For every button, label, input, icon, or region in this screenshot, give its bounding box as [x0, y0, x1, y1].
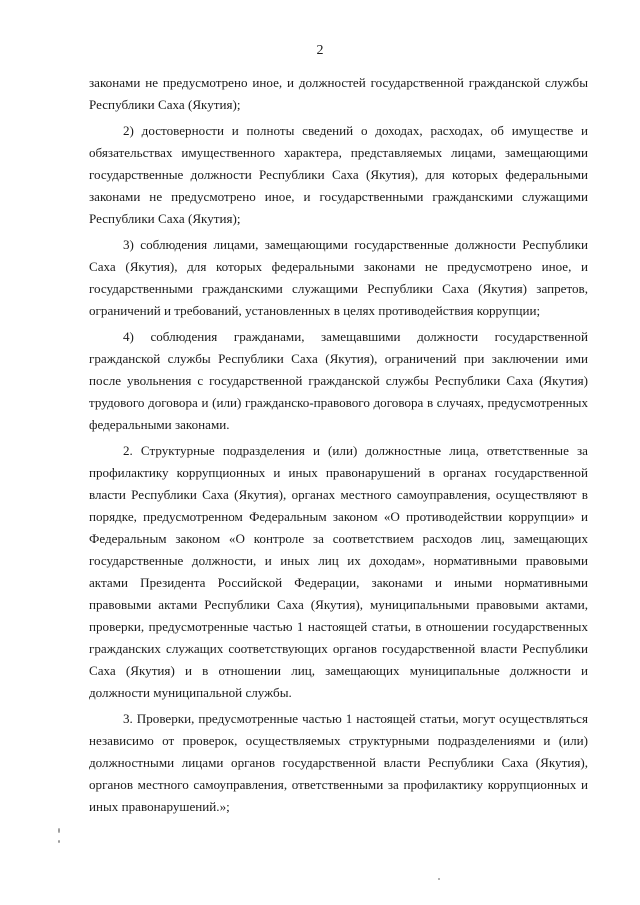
- scan-speck: [58, 828, 60, 833]
- page-number: 2: [316, 43, 324, 58]
- paragraph-part-2: 2. Структурные подразделения и (или) должностные лица, ответственные за профилактику коррупционных и иных правонарушений в органах государственной власти Республики Саха (Якутия), органах местного самоуправления, осуществляют в порядке, предусмотренном Федеральным законом «О противодействии коррупции» и Федеральным законом «О контроле за соответствием расходов лиц, замещающих государственные должности, и иных лиц их доходам», нормативными правовыми актами Президента Российской Федерации, законами и иными нормативными правовыми актами Республики Саха (Якутия), муниципальными правовыми актами, проверки, предусмотренные частью 1 настоящей статьи, в отношении государственных гражданских служащих соответствующих органов государственной власти Республики Саха (Якутия) и в отношении лиц, замещающих муниципальные должности и должности муниципальной службы.: [89, 443, 588, 700]
- scan-speck: [58, 840, 60, 843]
- paragraph-item-3: 3) соблюдения лицами, замещающими государственные должности Республики Саха (Якутия), для которых федеральными законами не предусмотрено иное, и государственными гражданскими служащими Республики Саха (Якутия) запретов, ограничений и требований, установленных в целях противодействия коррупции;: [89, 237, 588, 318]
- paragraph-continuation: законами не предусмотрено иное, и должностей государственной гражданской службы Республики Саха (Якутия);: [89, 75, 588, 112]
- paragraph-part-3: 3. Проверки, предусмотренные частью 1 настоящей статьи, могут осуществляться независимо от проверок, осуществляемых структурными подразделениями и (или) должностными лицами органов государственной власти Республики Саха (Якутия), органов местного самоуправления, ответственными за профилактику коррупционных и иных правонарушений.»;: [89, 711, 588, 814]
- document-body: [89, 72, 588, 822]
- paragraph-item-4: 4) соблюдения гражданами, замещавшими должности государственной гражданской службы Республики Саха (Якутия), ограничений при заключении ими после увольнения с государственной гражданской службы Республики Саха (Якутия) трудового договора и (или) гражданско-правового договора в случаях, предусмотренных федеральными законами.: [89, 329, 588, 432]
- scan-speck: [438, 878, 440, 880]
- paragraph-item-2: 2) достоверности и полноты сведений о доходах, расходах, об имуществе и обязательствах имущественного характера, представляемых лицами, замещающими государственные должности Республики Саха (Якутия), для которых федеральными законами не предусмотрено иное, и государственными гражданскими служащими Республики Саха (Якутия);: [89, 123, 588, 226]
